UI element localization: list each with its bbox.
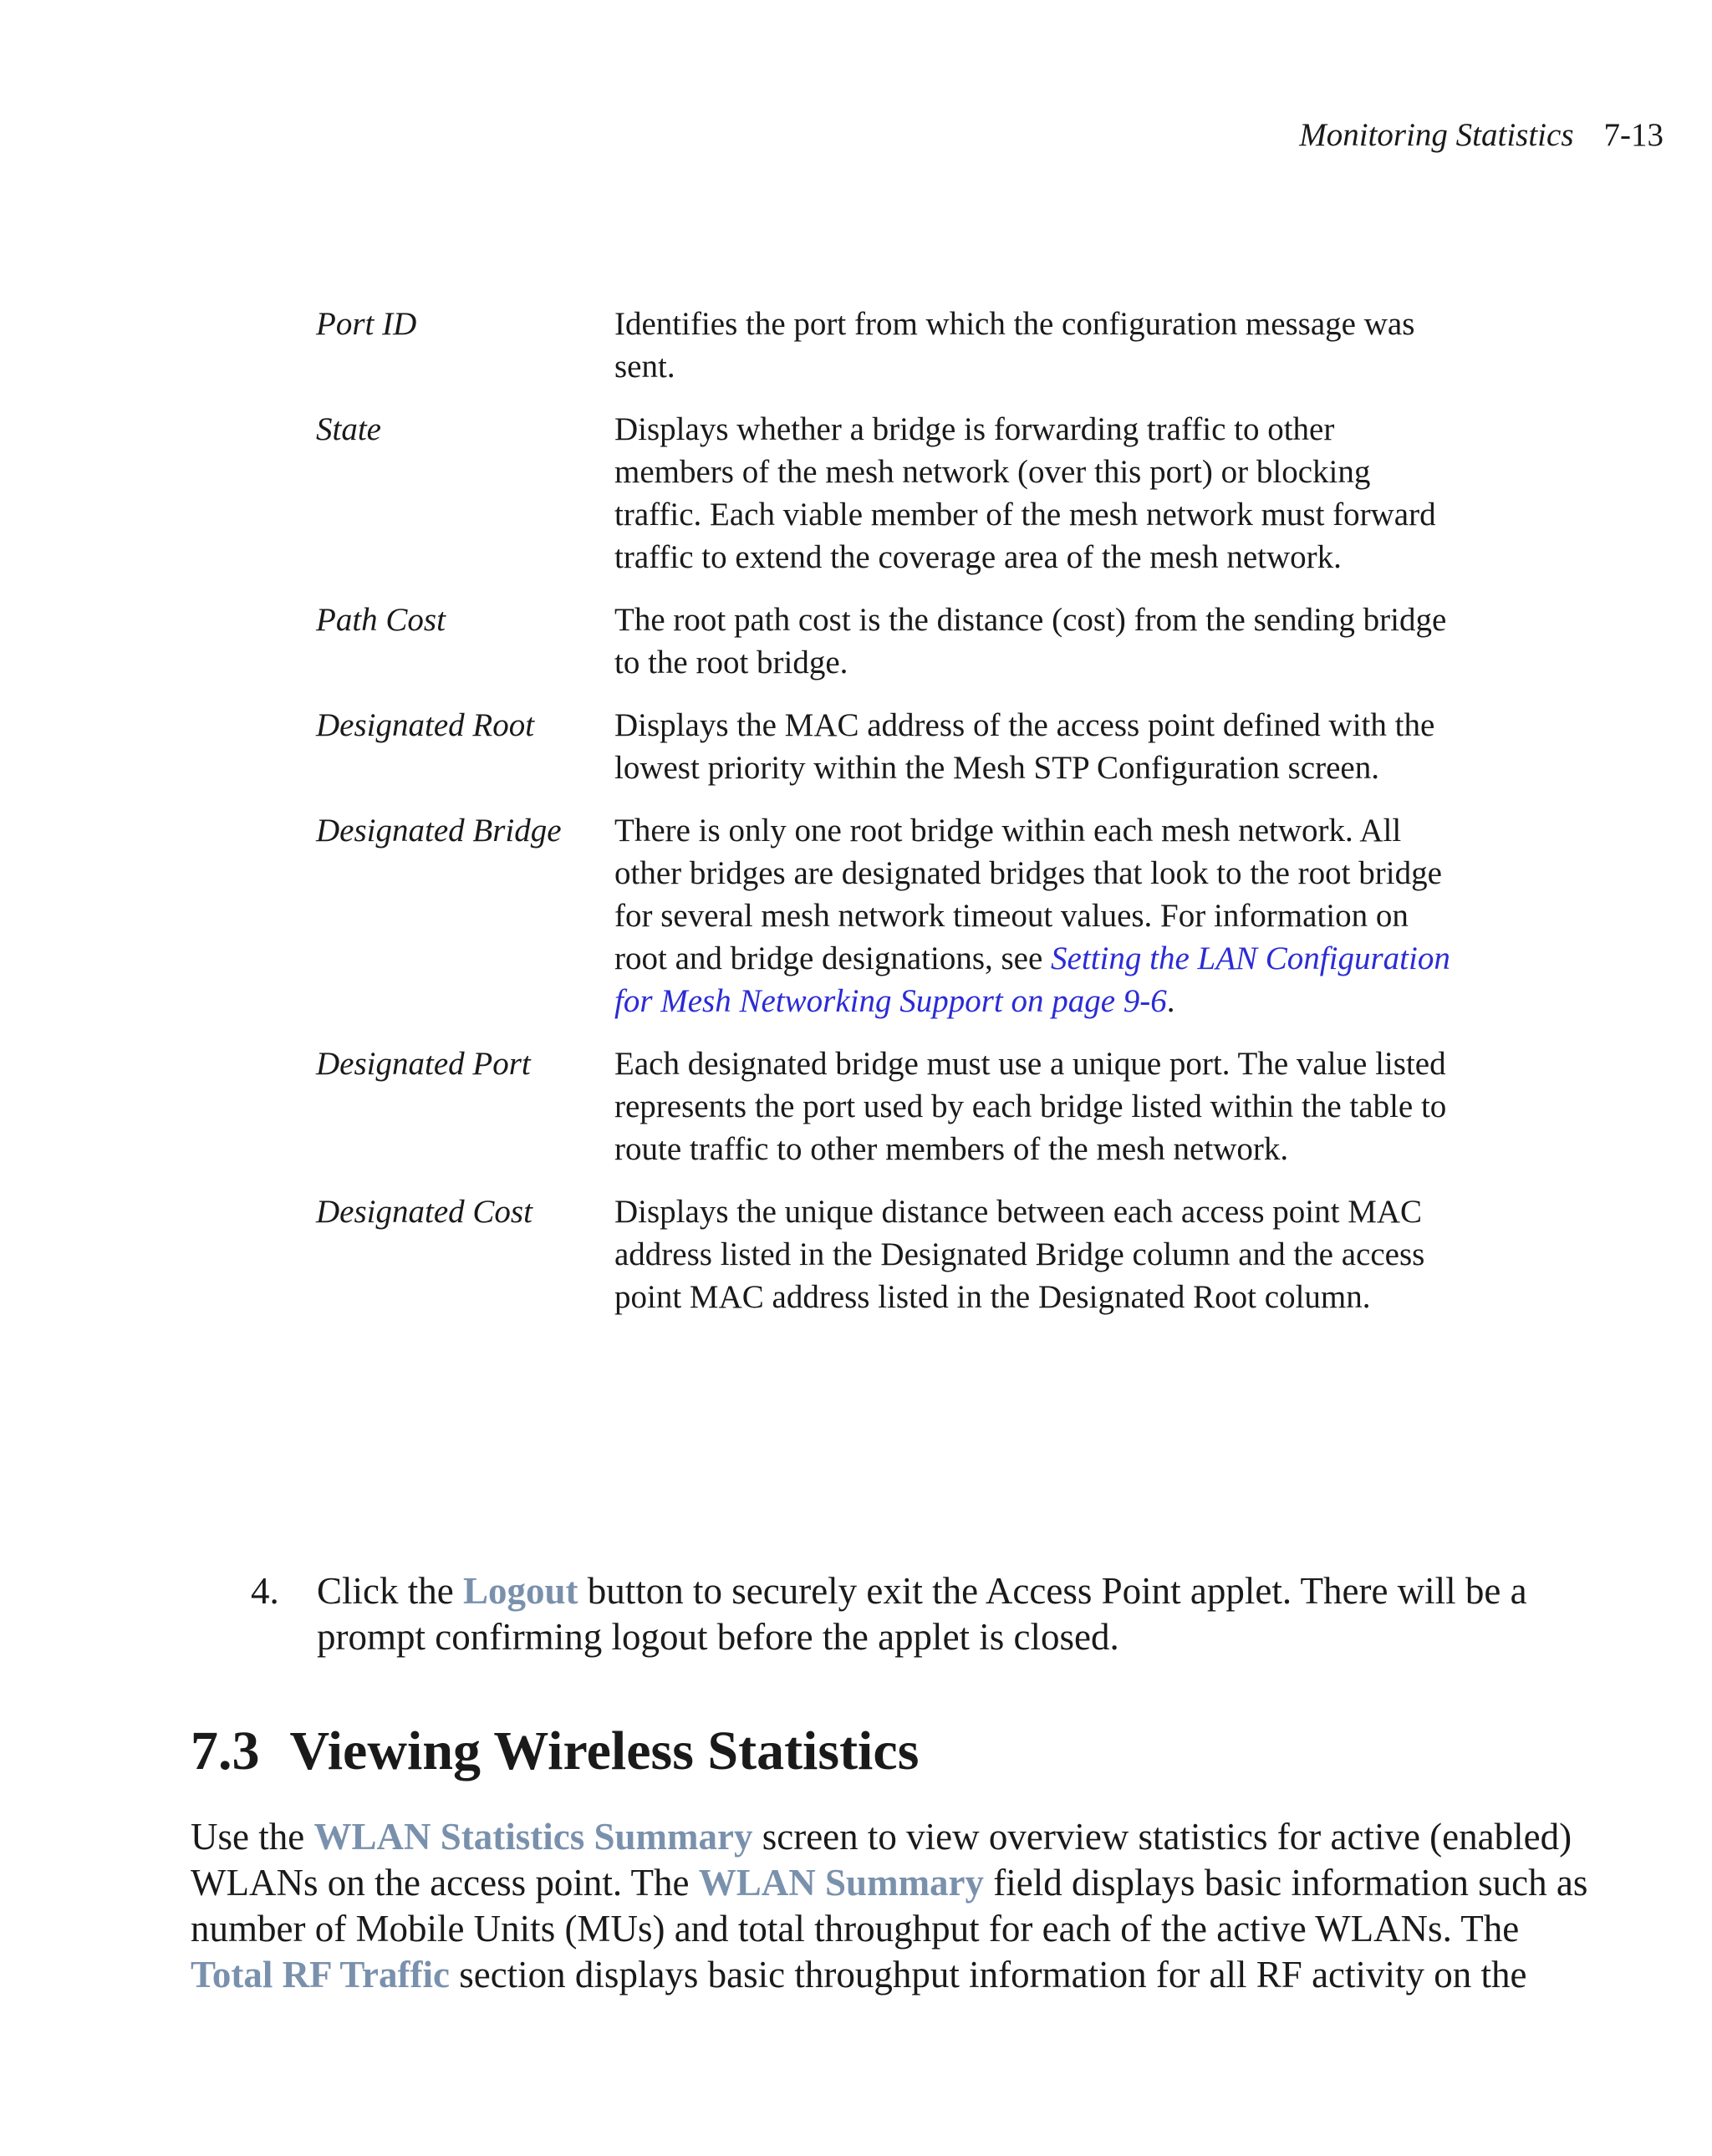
wlan-summary-ui-reference: WLAN Summary (698, 1862, 985, 1904)
paragraph-text: section displays basic throughput information for all RF activity on the (449, 1954, 1527, 1995)
step-text-part: Click the (317, 1570, 463, 1612)
step-text-part: button to securely exit the Access Point applet. There will be a prompt confirming logout before the applet is closed. (317, 1570, 1527, 1658)
running-header (1299, 115, 1664, 155)
section-title: Viewing Wireless Statistics (289, 1720, 920, 1781)
total-rf-traffic-ui-reference: Total RF Traffic (191, 1954, 450, 1995)
paragraph-text: screen to view overview statistics for active (enabled) WLANs on the access point. The (191, 1816, 1572, 1904)
definition-table (316, 303, 1470, 1338)
cross-reference-link[interactable]: Setting the LAN Configuration for Mesh Networking Support on page 9-6 (614, 940, 1450, 1019)
description-text: There is only one root bridge within each mesh network. All other bridges are designated bridges that look to the root bridge for several mesh network timeout values. For information on root and bridge designations, see (614, 813, 1442, 976)
definition-row-port-id (316, 303, 1470, 388)
definition-term: Path Cost (316, 602, 446, 638)
intro-paragraph (191, 1814, 1591, 1998)
section-heading (191, 1718, 919, 1785)
procedure-step (251, 1568, 1588, 1660)
definition-term: Port ID (316, 306, 417, 342)
definition-term: State (316, 411, 381, 447)
header-page-number: 7-13 (1603, 117, 1664, 153)
definition-row-state (316, 408, 1470, 579)
wlan-statistics-summary-ui-reference: WLAN Statistics Summary (313, 1816, 753, 1858)
definition-description: Displays the MAC address of the access point defined with the lowest priority within the Mesh STP Configuration screen. (614, 707, 1435, 786)
definition-description: Displays the unique distance between each access point MAC address listed in the Designated Bridge column and the access point MAC address listed in the Designated Root column. (614, 1194, 1425, 1315)
definition-row-designated-cost (316, 1190, 1470, 1318)
definition-description: The root path cost is the distance (cost) from the sending bridge to the root bridge. (614, 602, 1447, 680)
logout-ui-reference: Logout (462, 1570, 578, 1612)
definition-row-designated-root (316, 704, 1470, 789)
header-section-name: Monitoring Statistics (1299, 117, 1574, 153)
definition-term: Designated Root (316, 707, 535, 743)
definition-term: Designated Cost (316, 1194, 532, 1230)
definition-row-path-cost (316, 599, 1470, 684)
paragraph-text: Use the (191, 1816, 314, 1858)
definition-row-designated-bridge (316, 809, 1470, 1022)
paragraph-text: field displays basic information such as number of Mobile Units (MUs) and total throughput for each of the active WLANs. The (191, 1862, 1588, 1950)
step-number: 4. (251, 1570, 279, 1612)
definition-row-designated-port (316, 1042, 1470, 1170)
definition-term: Designated Port (316, 1046, 531, 1082)
definition-description: Displays whether a bridge is forwarding traffic to other members of the mesh network (over this port) or blocking traffic. Each viable member of the mesh network must forward traffic to extend the coverage area of the mesh network. (614, 411, 1436, 575)
definition-description: Identifies the port from which the configuration message was sent. (614, 306, 1415, 385)
definition-description: Each designated bridge must use a unique port. The value listed represents the port used by each bridge listed within the table to route traffic to other members of the mesh network. (614, 1046, 1447, 1167)
definition-term: Designated Bridge (316, 813, 562, 849)
description-text: . (1166, 983, 1175, 1019)
definition-description (614, 809, 1459, 1022)
section-number: 7.3 (191, 1720, 260, 1781)
step-text (317, 1568, 1571, 1660)
